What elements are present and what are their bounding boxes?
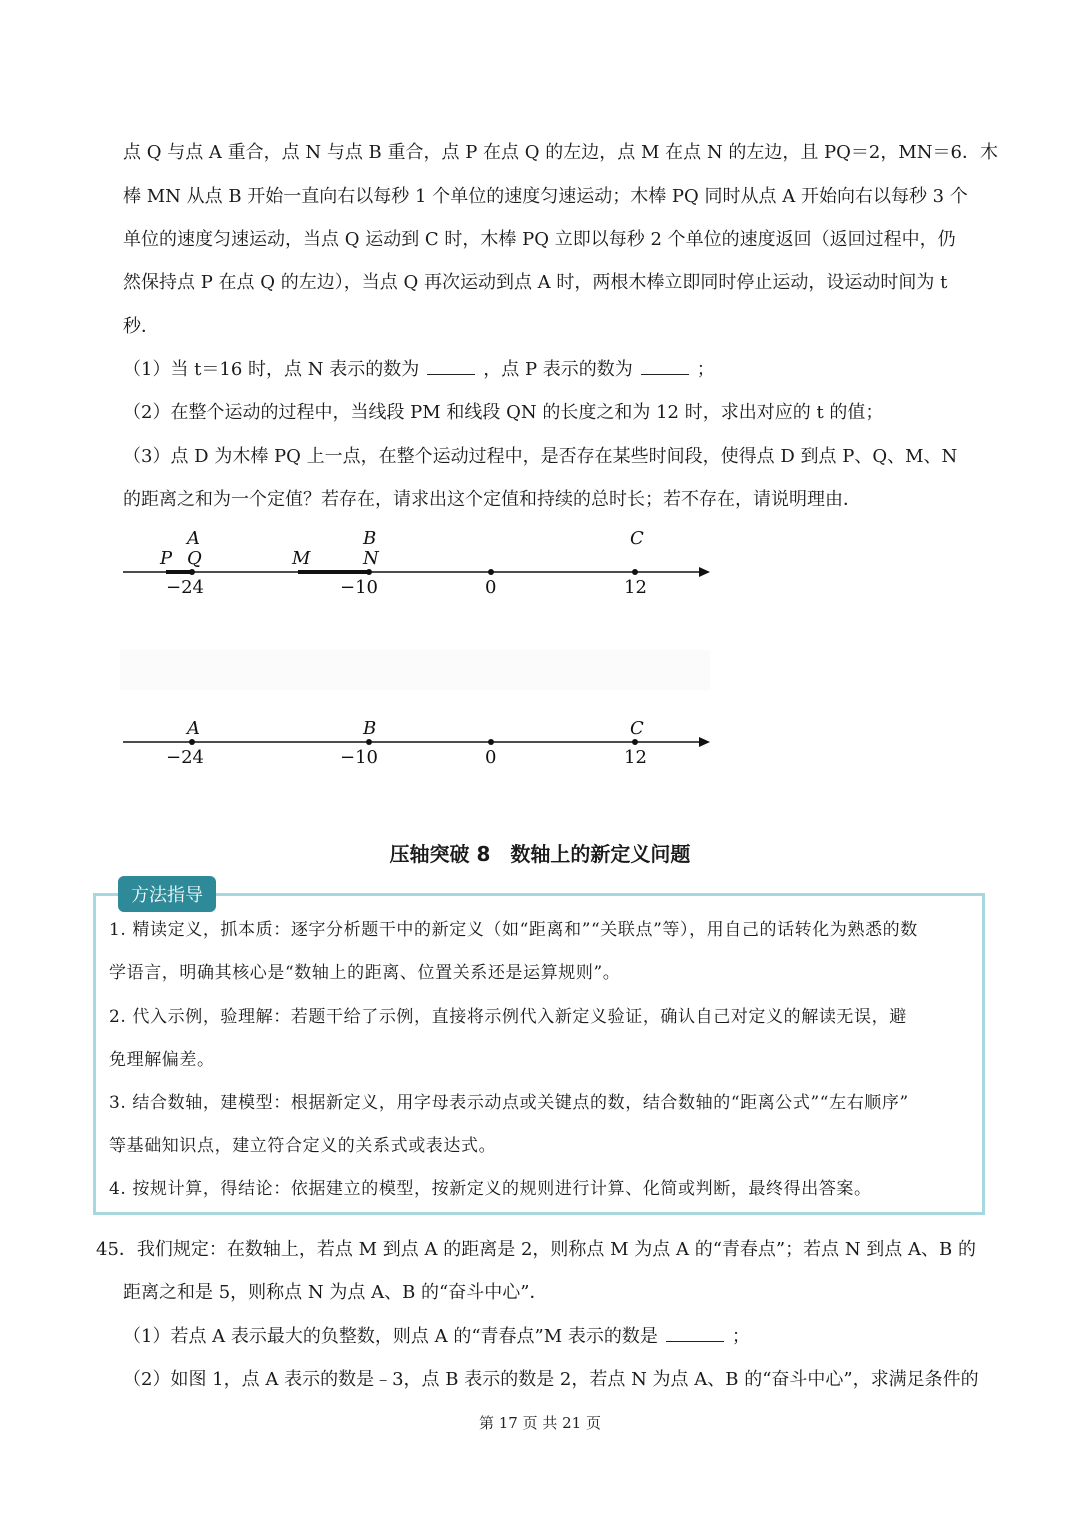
tick-label: −10 [340,747,378,768]
question-3-line-2: 的距离之和为一个定值？若存在，请求出这个定值和持续的总时长；若不存在，请说明理由． [123,489,861,510]
answer-blank[interactable] [427,360,475,375]
point-b [366,739,372,745]
axis-arrow [699,567,710,577]
page-footer: 第 17 页 共 21 页 [478,1414,601,1432]
label-c: C [630,528,644,549]
intro-line-5: 秒． [123,316,159,337]
method-box [93,893,985,1215]
section-title: 压轴突破 8 数轴上的新定义问题 [389,842,691,866]
method-line-5: 3. 结合数轴，建模型：根据新定义，用字母表示动点或关键点的数，结合数轴的“距离公式”“左右顺序” [109,1093,909,1113]
number-line-figure-1 [118,525,718,605]
point-b [366,569,372,575]
axis-arrow [699,737,710,747]
intro-line-1: 点 Q 与点 A 重合，点 N 与点 B 重合，点 P 在点 Q 的左边，点 M 在点 N 的左边，且 PQ＝2，MN＝6．木 [123,142,999,163]
label-a: A [187,718,200,739]
problem-45-line-2: 距离之和是 5，则称点 N 为点 A、B 的“奋斗中心”． [123,1282,548,1303]
tick-label: −10 [340,577,378,598]
question-1-part-c: ； [696,359,715,380]
label-m: M [292,548,311,569]
tick-label: −24 [166,577,204,598]
tick-label: 12 [624,577,647,598]
method-line-1: 1. 精读定义，抓本质：逐字分析题干中的新定义（如“距离和”“关联点”等），用自己的话转化为熟悉的数 [109,920,918,940]
method-tag: 方法指导 [118,876,216,912]
label-b: B [363,718,377,739]
label-a: A [187,528,200,549]
question-3-line-1: （3）点 D 为木棒 PQ 上一点，在整个运动过程中，是否存在某些时间段，使得点 D 到点 P、Q、M、N [123,446,958,467]
point-origin [488,739,494,745]
problem-45-line-1: 45．我们规定：在数轴上，若点 M 到点 A 的距离是 2，则称点 M 为点 A 的“青春点”；若点 N 到点 A、B 的 [96,1239,976,1260]
method-line-2: 学语言，明确其核心是“数轴上的距离、位置关系还是运算规则”。 [109,963,621,983]
problem-45-question-2: （2）如图 1，点 A 表示的数是﹣3，点 B 表示的数是 2，若点 N 为点 A、B 的“奋斗中心”，求满足条件的 [123,1369,979,1390]
point-origin [488,569,494,575]
problem-45-q1-end: ； [731,1326,750,1347]
point-a [189,569,195,575]
label-b: B [363,528,377,549]
label-p: P [160,548,173,569]
intro-line-2: 棒 MN 从点 B 开始一直向右以每秒 1 个单位的速度匀速运动；木棒 PQ 同时从点 A 开始向右以每秒 3 个 [123,186,968,207]
point-c [632,569,638,575]
method-line-3: 2. 代入示例，验理解：若题干给了示例，直接将示例代入新定义验证，确认自己对定义的解读无误，避 [109,1007,907,1027]
question-1 [123,355,715,381]
tick-label: 0 [485,747,497,768]
method-line-7: 4. 按规计算，得结论：依据建立的模型，按新定义的规则进行计算、化简或判断，最终得出答案。 [109,1179,872,1199]
point-a [189,739,195,745]
intro-line-3: 单位的速度匀速运动，当点 Q 运动到 C 时，木棒 PQ 立即以每秒 2 个单位的速度返回（返回过程中，仍 [123,229,956,250]
question-2: （2）在整个运动的过程中，当线段 PM 和线段 QN 的长度之和为 12 时，求出对应的 t 的值； [123,402,884,423]
intro-line-4: 然保持点 P 在点 Q 的左边），当点 Q 再次运动到点 A 时，两根木棒立即同时停止运动，设运动时间为 t [123,272,948,293]
faint-area [120,650,710,690]
tick-label: 0 [485,577,497,598]
answer-blank[interactable] [666,1327,724,1342]
label-c: C [630,718,644,739]
question-1-part-a: （1）当 t＝16 时，点 N 表示的数为 [123,359,420,380]
label-q: Q [187,548,202,569]
method-line-4: 免理解偏差。 [109,1050,215,1070]
point-c [632,739,638,745]
tick-label: 12 [624,747,647,768]
answer-blank[interactable] [641,360,689,375]
tick-label: −24 [166,747,204,768]
question-1-part-b: ，点 P 表示的数为 [483,359,633,380]
problem-45-q1-text: （1）若点 A 表示最大的负整数，则点 A 的“青春点”M 表示的数是 [123,1326,658,1347]
problem-45-question-1 [123,1322,750,1348]
method-line-6: 等基础知识点，建立符合定义的关系式或表达式。 [109,1136,497,1156]
label-n: N [363,548,379,569]
number-line-figure-2 [118,715,718,775]
